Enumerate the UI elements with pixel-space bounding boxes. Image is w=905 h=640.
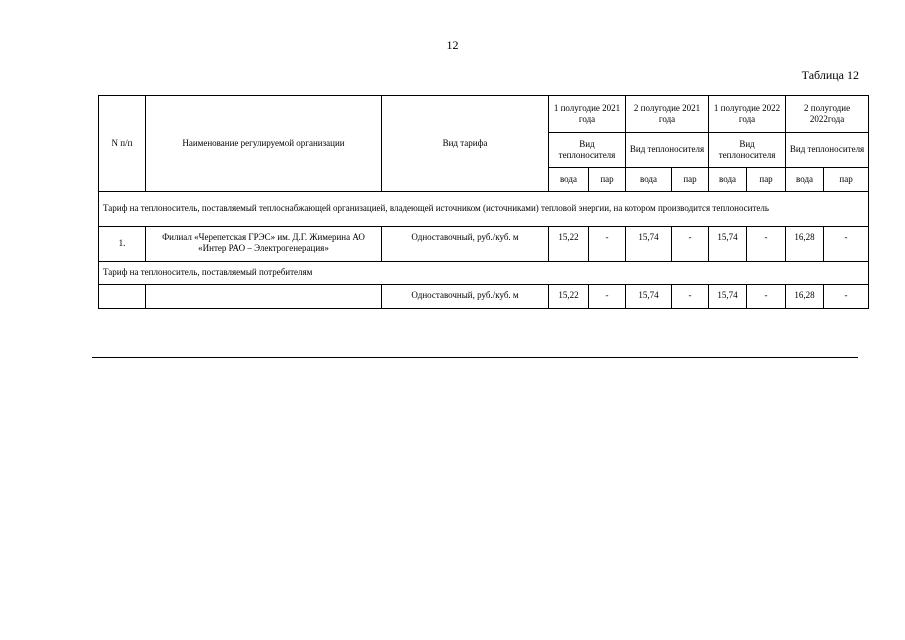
section-title: Тариф на теплоноситель, поставляемый теплоснабжающей организацией, владеющей источником (источниками) тепловой энергии, на котором производится теплоноситель (99, 192, 869, 227)
header-steam: пар (672, 168, 709, 192)
table-cell: - (589, 285, 626, 309)
row-index: 1. (99, 227, 146, 262)
header-period-3: 1 полугодие 2022 года (709, 96, 786, 133)
header-water: вода (786, 168, 824, 192)
table-cell: - (672, 285, 709, 309)
table-cell: - (672, 227, 709, 262)
header-carrier: Вид теплоносителя (626, 133, 709, 168)
table-cell: 16,28 (786, 227, 824, 262)
row-org-name: Филиал «Черепетская ГРЭС» им. Д.Г. Жимерина АО «Интер РАО – Электрогенерация» (146, 227, 382, 262)
header-index: N п/п (99, 96, 146, 192)
table-cell: - (747, 227, 786, 262)
row-index (99, 285, 146, 309)
header-water: вода (549, 168, 589, 192)
row-org-name (146, 285, 382, 309)
header-steam: пар (589, 168, 626, 192)
header-period-1: 1 полугодие 2021 года (549, 96, 626, 133)
table-label: Таблица 12 (801, 68, 859, 82)
header-water: вода (626, 168, 672, 192)
table-cell: 15,22 (549, 285, 589, 309)
table-cell: - (747, 285, 786, 309)
header-tariff-type: Вид тарифа (382, 96, 549, 192)
table-cell: - (824, 227, 869, 262)
header-carrier: Вид теплоносителя (786, 133, 869, 168)
row-tariff-type: Одноставочный, руб./куб. м (382, 285, 549, 309)
header-org: Наименование регулируемой организации (146, 96, 382, 192)
table-cell: 15,22 (549, 227, 589, 262)
header-carrier: Вид теплоносителя (549, 133, 626, 168)
header-period-2: 2 полугодие 2021 года (626, 96, 709, 133)
tariff-table (98, 95, 869, 309)
table-cell: 15,74 (709, 285, 747, 309)
table-cell: - (589, 227, 626, 262)
table-cell: 15,74 (626, 227, 672, 262)
header-water: вода (709, 168, 747, 192)
table-cell: 15,74 (626, 285, 672, 309)
table-cell: 16,28 (786, 285, 824, 309)
section-title: Тариф на теплоноситель, поставляемый потребителям (99, 262, 869, 285)
header-steam: пар (747, 168, 786, 192)
header-carrier: Вид теплоносителя (709, 133, 786, 168)
table-cell: - (824, 285, 869, 309)
row-tariff-type: Одноставочный, руб./куб. м (382, 227, 549, 262)
header-steam: пар (824, 168, 869, 192)
header-period-4: 2 полугодие 2022года (786, 96, 869, 133)
page-number: 12 (446, 38, 459, 52)
footer-rule (92, 357, 858, 358)
table-cell: 15,74 (709, 227, 747, 262)
